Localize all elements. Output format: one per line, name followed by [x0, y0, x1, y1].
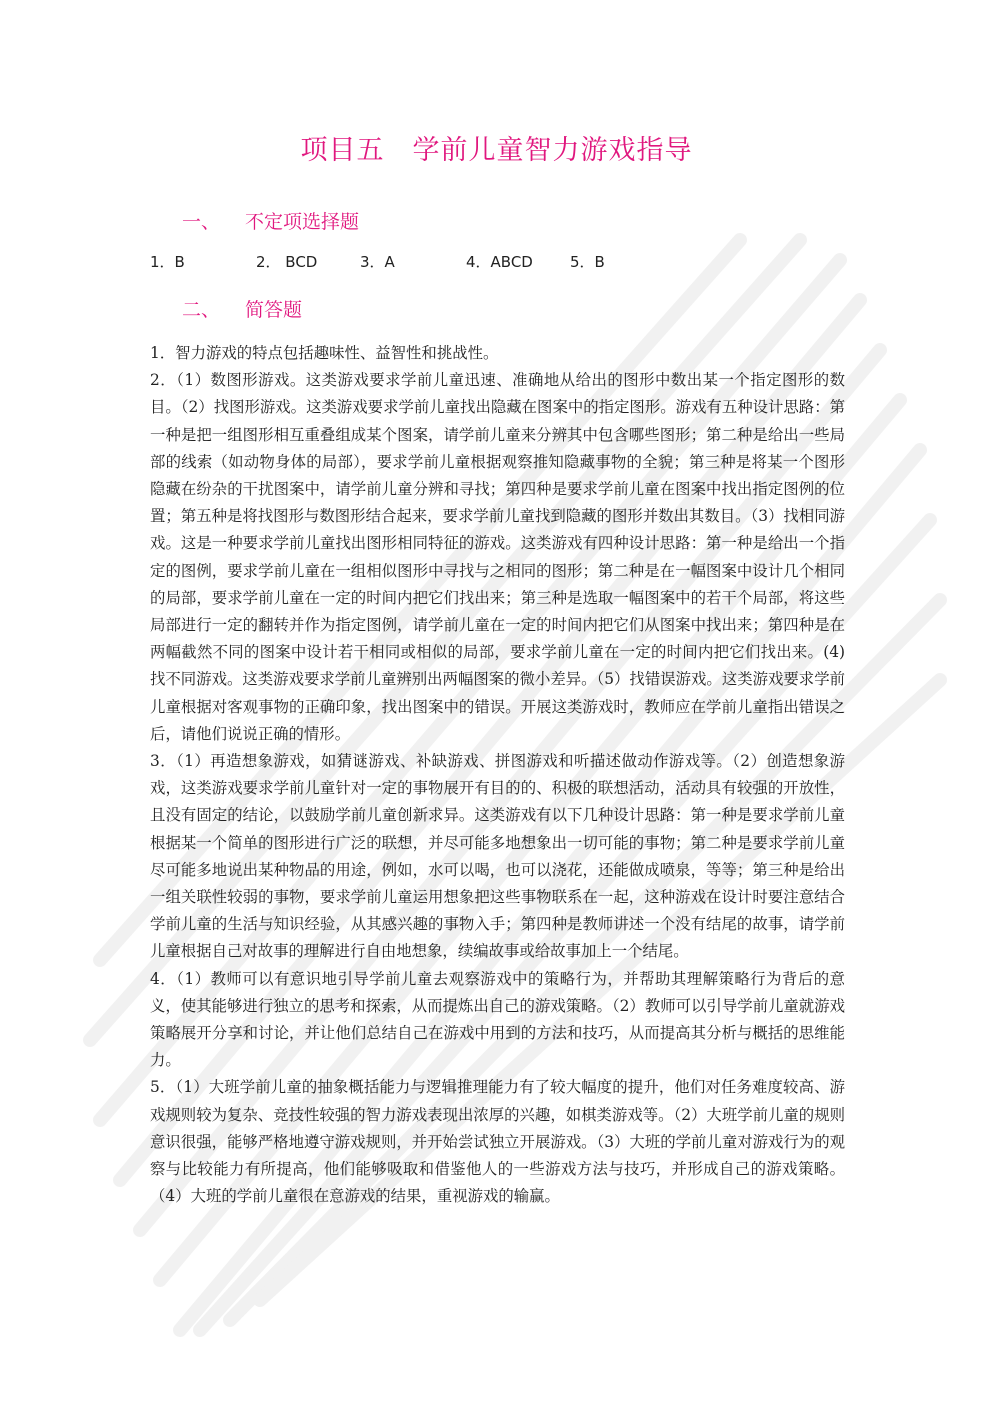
answers-body: [150, 340, 845, 1211]
paragraph-5: 5．（1）大班学前儿童的抽象概括能力与逻辑推理能力有了较大幅度的提升，他们对任务难度较高、游戏规则较为复杂、竞技性较强的智力游戏表现出浓厚的兴趣，如棋类游戏等。（2）大班学前儿童的规则意识很强，能够严格地遵守游戏规则，并开始尝试独立开展游戏。（3）大班的学前儿童对游戏行为的观察与比较能力有所提高，他们能够吸取和借鉴他人的一些游戏方法与技巧，并形成自己的游戏策略。（4）大班的学前儿童很在意游戏的结果，重视游戏的输赢。: [150, 1078, 845, 1206]
paragraph-1: 1．智力游戏的特点包括趣味性、益智性和挑战性。: [150, 344, 499, 362]
answer-3: 3．A: [360, 253, 395, 271]
section-number: 一、: [182, 211, 221, 233]
paragraph-3: 3．（1）再造想象游戏，如猜谜游戏、补缺游戏、拼图游戏和听描述做动作游戏等。（2）创造想象游戏，这类游戏要求学前儿童针对一定的事物展开有目的的、积极的联想活动，活动具有较强的开放性，且没有固定的结论，以鼓励学前儿童创新求异。这类游戏有以下几种设计思路：第一种是要求学前儿童根据某一个简单的图形进行广泛的联想，并尽可能多地想象出一切可能的事物；第二种是要求学前儿童尽可能多地说出某种物品的用途，例如，水可以喝，也可以浇花，还能做成喷泉，等等；第三种是给出一组关联性较弱的事物，要求学前儿童运用想象把这些事物联系在一起，这种游戏在设计时要注意结合学前儿童的生活与知识经验，从其感兴趣的事物入手；第四种是教师讲述一个没有结尾的故事，请学前儿童根据自己对故事的理解进行自由地想象，续编故事或给故事加上一个结尾。: [150, 752, 845, 961]
answer-4: 4．ABCD: [466, 253, 533, 271]
page-title: 项目五 学前儿童智力游戏指导: [300, 135, 693, 166]
paragraph-2: 2．（1）数图形游戏。这类游戏要求学前儿童迅速、准确地从给出的图形中数出某一个指定图形的数目。（2）找图形游戏。这类游戏要求学前儿童找出隐藏在图案中的指定图形。游戏有五种设计思路：第一种是把一组图形相互重叠组成某个图案，请学前儿童来分辨其中包含哪些图形；第二种是给出一些局部的线索（如动物身体的局部），要求学前儿童根据观察推知隐藏事物的全貌；第三种是将某一个图形隐藏在纷杂的干扰图案中，请学前儿童分辨和寻找；第四种是要求学前儿童在图案中找出指定图例的位置；第五种是将找图形与数图形结合起来，要求学前儿童找到隐藏的图形并数出其数目。（3）找相同游戏。这是一种要求学前儿童找出图形相同特征的游戏。这类游戏有四种设计思路：第一种是给出一个指定的图例，要求学前儿童在一组相似图形中寻找与之相同的图形；第二种是在一幅图案中设计几个相同的局部，要求学前儿童在一定的时间内把它们找出来；第三种是选取一幅图案中的若干个局部，将这些局部进行一定的翻转并作为指定图例，请学前儿童在一定的时间内把它们从图案中找出来；第四种是在两幅截然不同的图案中设计若干相同或相似的局部，要求学前儿童在一定的时间内把它们找出来。(4)找不同游戏。这类游戏要求学前儿童辨别出两幅图案的微小差异。（5）找错误游戏。这类游戏要求学前儿童根据对客观事物的正确印象，找出图案中的错误。开展这类游戏时，教师应在学前儿童指出错误之后，请他们说说正确的情形。: [150, 371, 845, 743]
paragraph-4: 4．（1）教师可以有意识地引导学前儿童去观察游戏中的策略行为，并帮助其理解策略行为背后的意义，使其能够进行独立的思考和探索，从而提炼出自己的游戏策略。（2）教师可以引导学前儿童就游戏策略展开分享和讨论，并让他们总结自己在游戏中用到的方法和技巧，从而提高其分析与概括的思维能力。: [150, 969, 845, 1070]
answer-row: [150, 251, 850, 273]
answer-2: 2． BCD: [256, 253, 318, 271]
answer-1: 1．B: [150, 253, 185, 271]
section-number: 二、: [182, 299, 221, 321]
section-heading-multiple-choice: [182, 207, 359, 234]
section-title: 简答题: [245, 299, 303, 321]
answer-5: 5．B: [570, 253, 605, 271]
section-title: 不定项选择题: [245, 211, 360, 233]
section-heading-short-answer: [182, 295, 302, 322]
